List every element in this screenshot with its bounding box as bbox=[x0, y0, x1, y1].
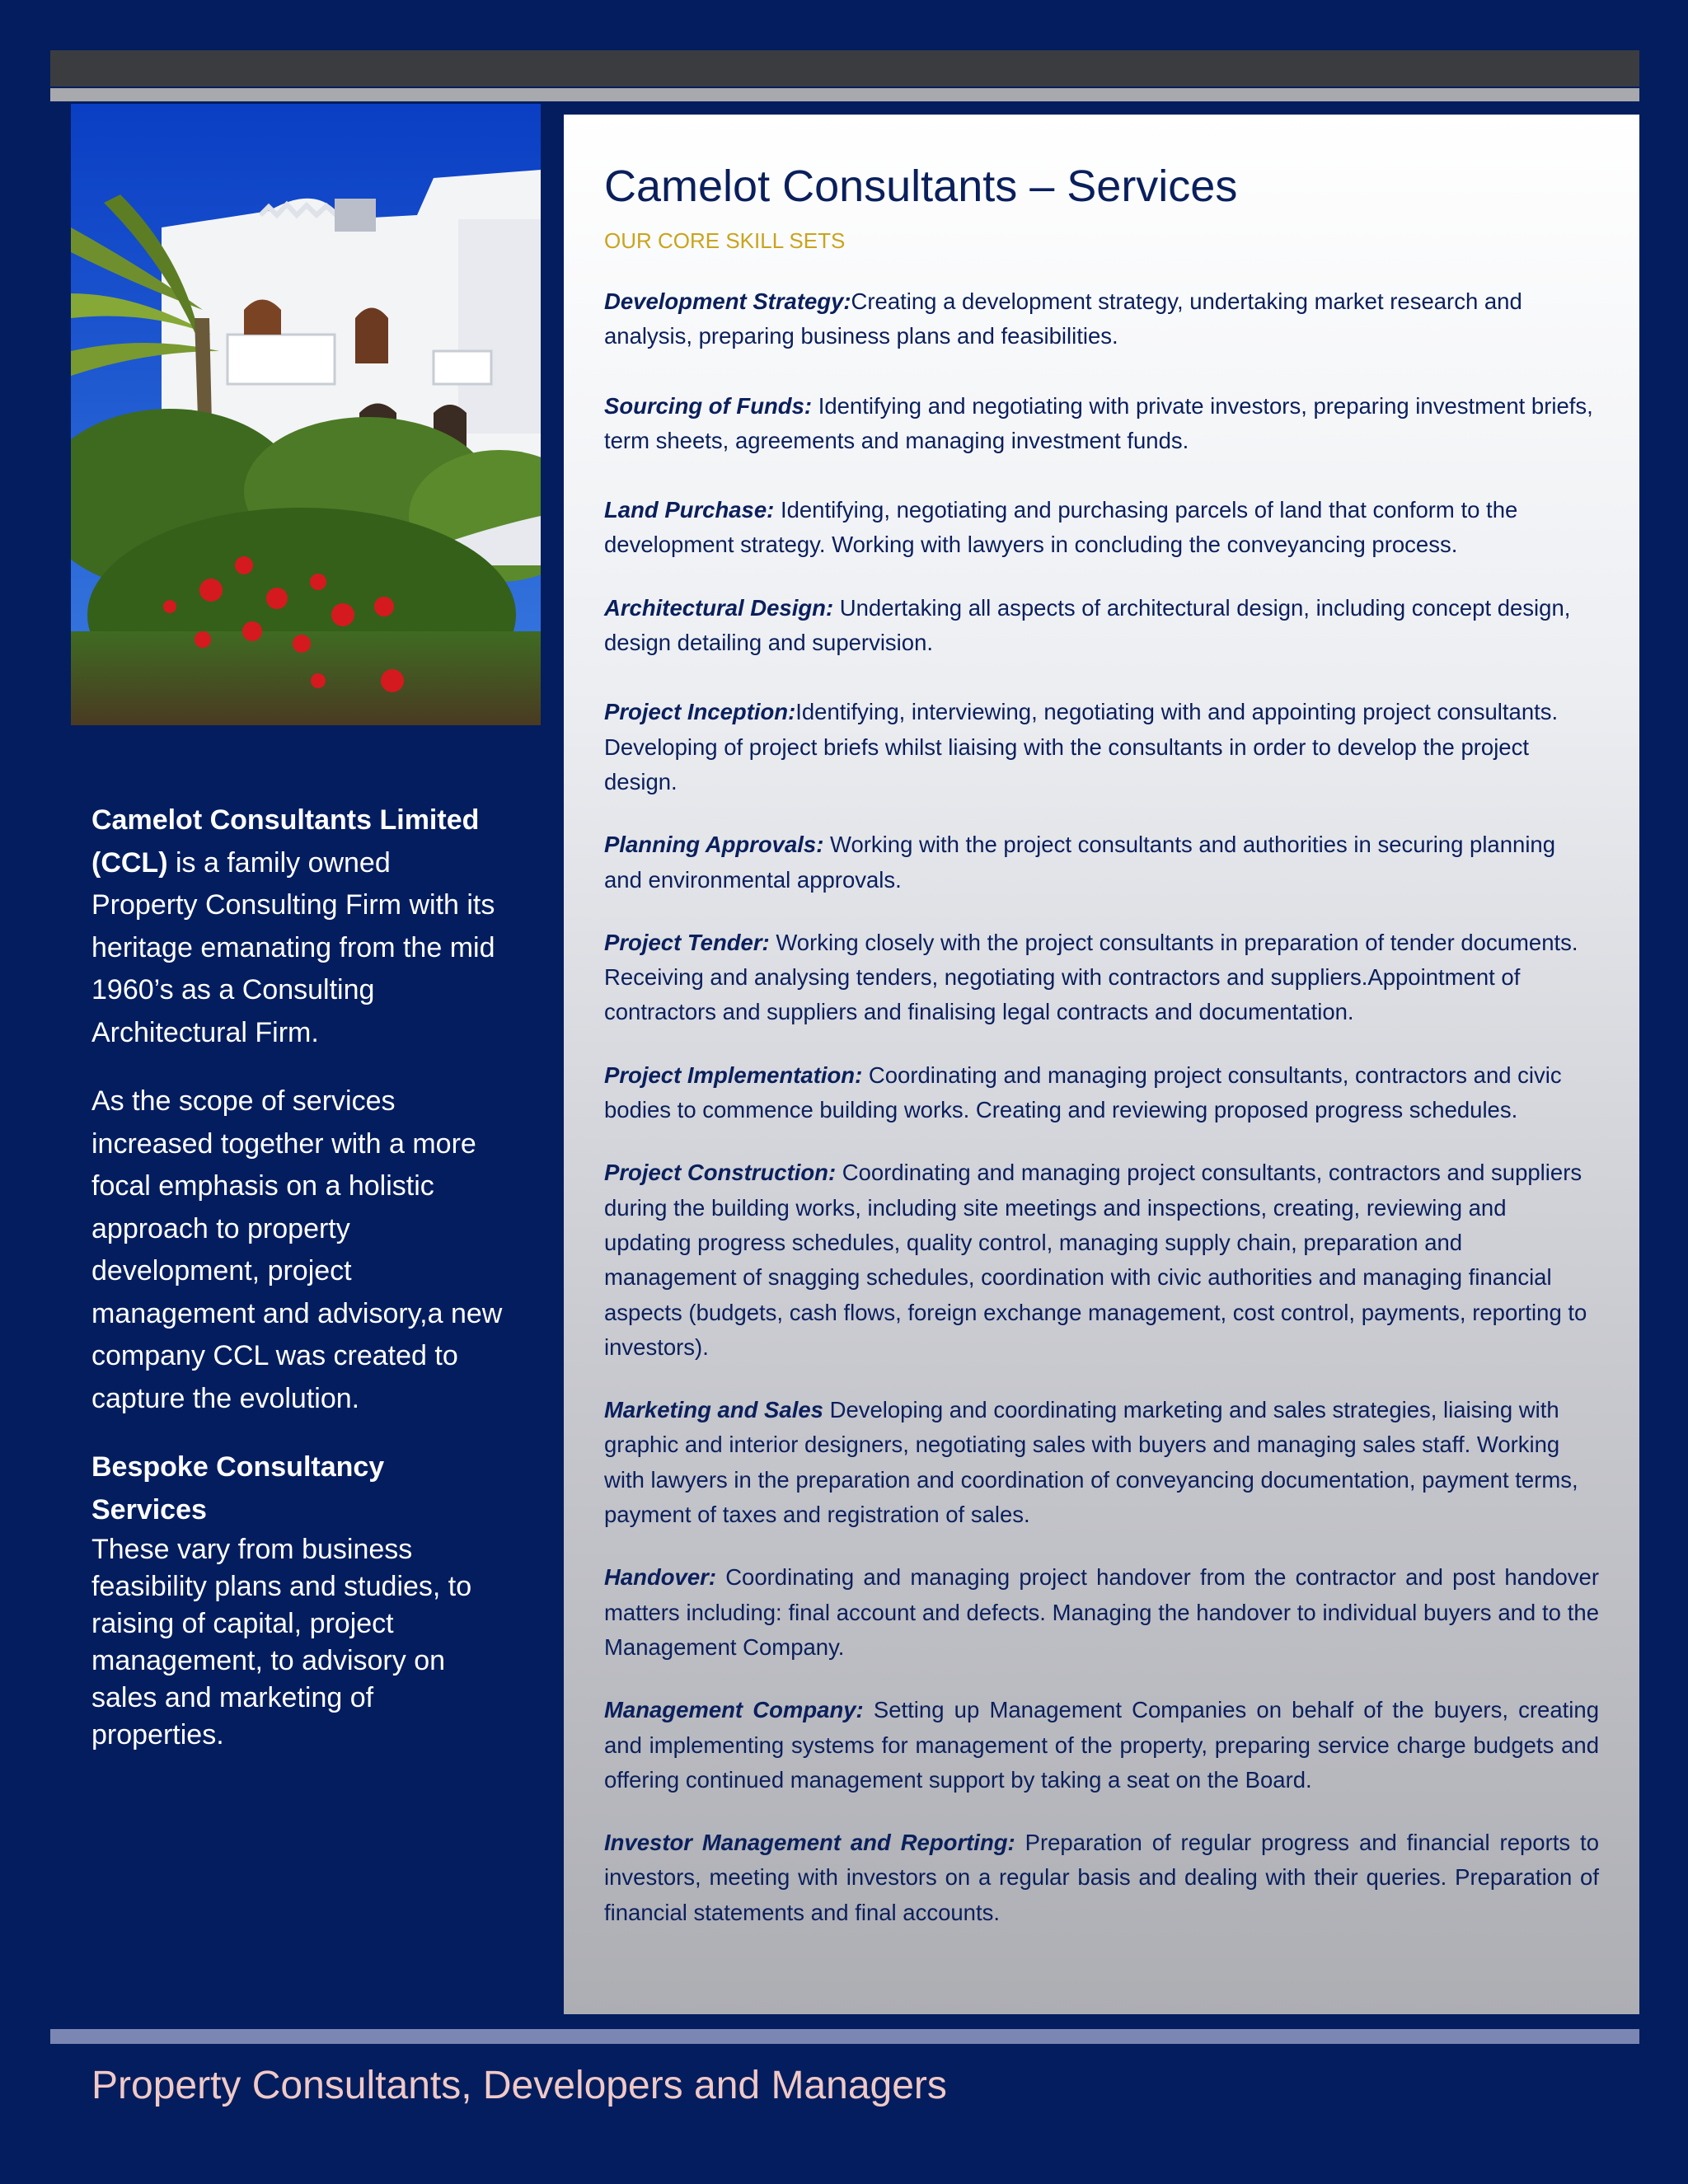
service-label: Project Construction: bbox=[604, 1160, 837, 1186]
company-intro bbox=[91, 799, 504, 1780]
service-text: Preparation of regular progress and financial reports to investors, meeting with investors on a regular basis and dealing with their queries. Preparation of financial statements and final accounts. bbox=[604, 1830, 1599, 1925]
company-description bbox=[91, 799, 504, 1054]
page-title: Camelot Consultants – Services bbox=[604, 162, 1238, 211]
service-text: Coordinating and managing project consultants, contractors and civic bodies to commence building works. Creating and reviewing proposed progress schedules. bbox=[604, 1062, 1562, 1123]
service-item bbox=[604, 827, 1599, 898]
service-item bbox=[604, 1393, 1599, 1532]
footer-tagline: Property Consultants, Developers and Managers bbox=[91, 2064, 947, 2107]
service-item bbox=[604, 1155, 1599, 1365]
company-name: Camelot Consultants Limited (CCL) bbox=[91, 804, 480, 879]
service-text: Identifying, negotiating and purchasing parcels of land that conform to the development strategy. Working with lawyers in concluding the conveyancing process. bbox=[604, 497, 1518, 558]
service-text: Identifying, interviewing, negotiating with and appointing project consultants. Developing of project briefs whilst liaising with the consultants in order to develop the project design. bbox=[604, 699, 1559, 794]
company-description-text: is a family owned Property Consulting Firm with its heritage emanating from the mid 1960’s as a Consulting Architectural Firm. bbox=[91, 846, 495, 1048]
service-item bbox=[604, 1560, 1599, 1665]
bespoke-text: These vary from business feasibility plans and studies, to raising of capital, project management, to advisory on sales and marketing of properties. bbox=[91, 1534, 472, 1750]
service-text: Identifying and negotiating with private investors, preparing investment briefs, term sheets, agreements and managing investment funds. bbox=[604, 392, 1593, 453]
service-item bbox=[604, 1825, 1599, 1930]
top-decorative-bar bbox=[50, 50, 1639, 87]
service-label: Land Purchase: bbox=[604, 497, 775, 523]
service-label: Project Inception: bbox=[604, 699, 796, 725]
top-accent-bar bbox=[50, 88, 1639, 101]
service-text: Working closely with the project consultants in preparation of tender documents. Receiving and analysing tenders, negotiating with contractors and suppliers.Appointment of contractors and suppliers and finalising legal contracts and documentation. bbox=[604, 929, 1578, 1025]
service-item bbox=[604, 493, 1599, 563]
service-item bbox=[604, 695, 1599, 799]
bespoke-heading: Bespoke Consultancy Services bbox=[91, 1451, 385, 1526]
service-item bbox=[604, 926, 1599, 1030]
scope-description: As the scope of services increased together with a more focal emphasis on a holistic approach to property development, project management and advisory,a new company CCL was created to capture the evolution. bbox=[91, 1085, 503, 1414]
service-text: Working with the project consultants and authorities in securing planning and environmental approvals. bbox=[604, 832, 1556, 893]
service-item bbox=[604, 284, 1599, 354]
service-label: Marketing and Sales bbox=[604, 1397, 823, 1423]
service-text: Developing and coordinating marketing and sales strategies, liaising with graphic and interior designers, negotiating sales with buyers and managing sales staff. Working with lawyers in the preparation and coordination of conveyancing documentation, payment terms, payment of taxes and registration of sales. bbox=[604, 1397, 1578, 1528]
service-label: Planning Approvals: bbox=[604, 832, 824, 858]
bespoke-services bbox=[91, 1446, 504, 1754]
service-item bbox=[604, 1058, 1599, 1128]
bottom-accent-bar bbox=[50, 2029, 1639, 2044]
service-label: Development Strategy: bbox=[604, 288, 851, 314]
services-panel bbox=[564, 115, 1639, 2014]
service-label: Project Implementation: bbox=[604, 1062, 863, 1088]
service-label: Project Tender: bbox=[604, 929, 770, 955]
service-label: Handover: bbox=[604, 1564, 716, 1591]
service-label: Management Company: bbox=[604, 1697, 864, 1723]
section-subtitle: OUR CORE SKILL SETS bbox=[604, 228, 846, 253]
service-label: Architectural Design: bbox=[604, 594, 834, 621]
service-text: Creating a development strategy, undertaking market research and analysis, preparing business plans and feasibilities. bbox=[604, 288, 1522, 349]
service-item bbox=[604, 389, 1599, 459]
service-item bbox=[604, 1693, 1599, 1797]
service-item bbox=[604, 591, 1599, 661]
service-label: Investor Management and Reporting: bbox=[604, 1830, 1015, 1856]
service-text: Undertaking all aspects of architectural design, including concept design, design detailing and supervision. bbox=[604, 594, 1571, 656]
service-text: Setting up Management Companies on behalf of the buyers, creating and implementing systems for management of the property, preparing service charge budgets and offering continued management support by taking a seat on the Board. bbox=[604, 1697, 1599, 1793]
service-label: Sourcing of Funds: bbox=[604, 392, 813, 419]
service-text: Coordinating and managing project handover from the contractor and post handover matters including: final account and defects. Managing the handover to individual buyers and to the Management Company. bbox=[604, 1564, 1599, 1660]
service-text: Coordinating and managing project consultants, contractors and suppliers during the building works, including site meetings and inspections, creating, reviewing and updating progress schedules, quality control, managing supply chain, preparation and management of snagging schedules, coordination with civic authorities and managing financial aspects (budgets, cash flows, foreign exchange management, cost control, payments, reporting to investors). bbox=[604, 1160, 1587, 1360]
villa-photo bbox=[71, 104, 541, 725]
